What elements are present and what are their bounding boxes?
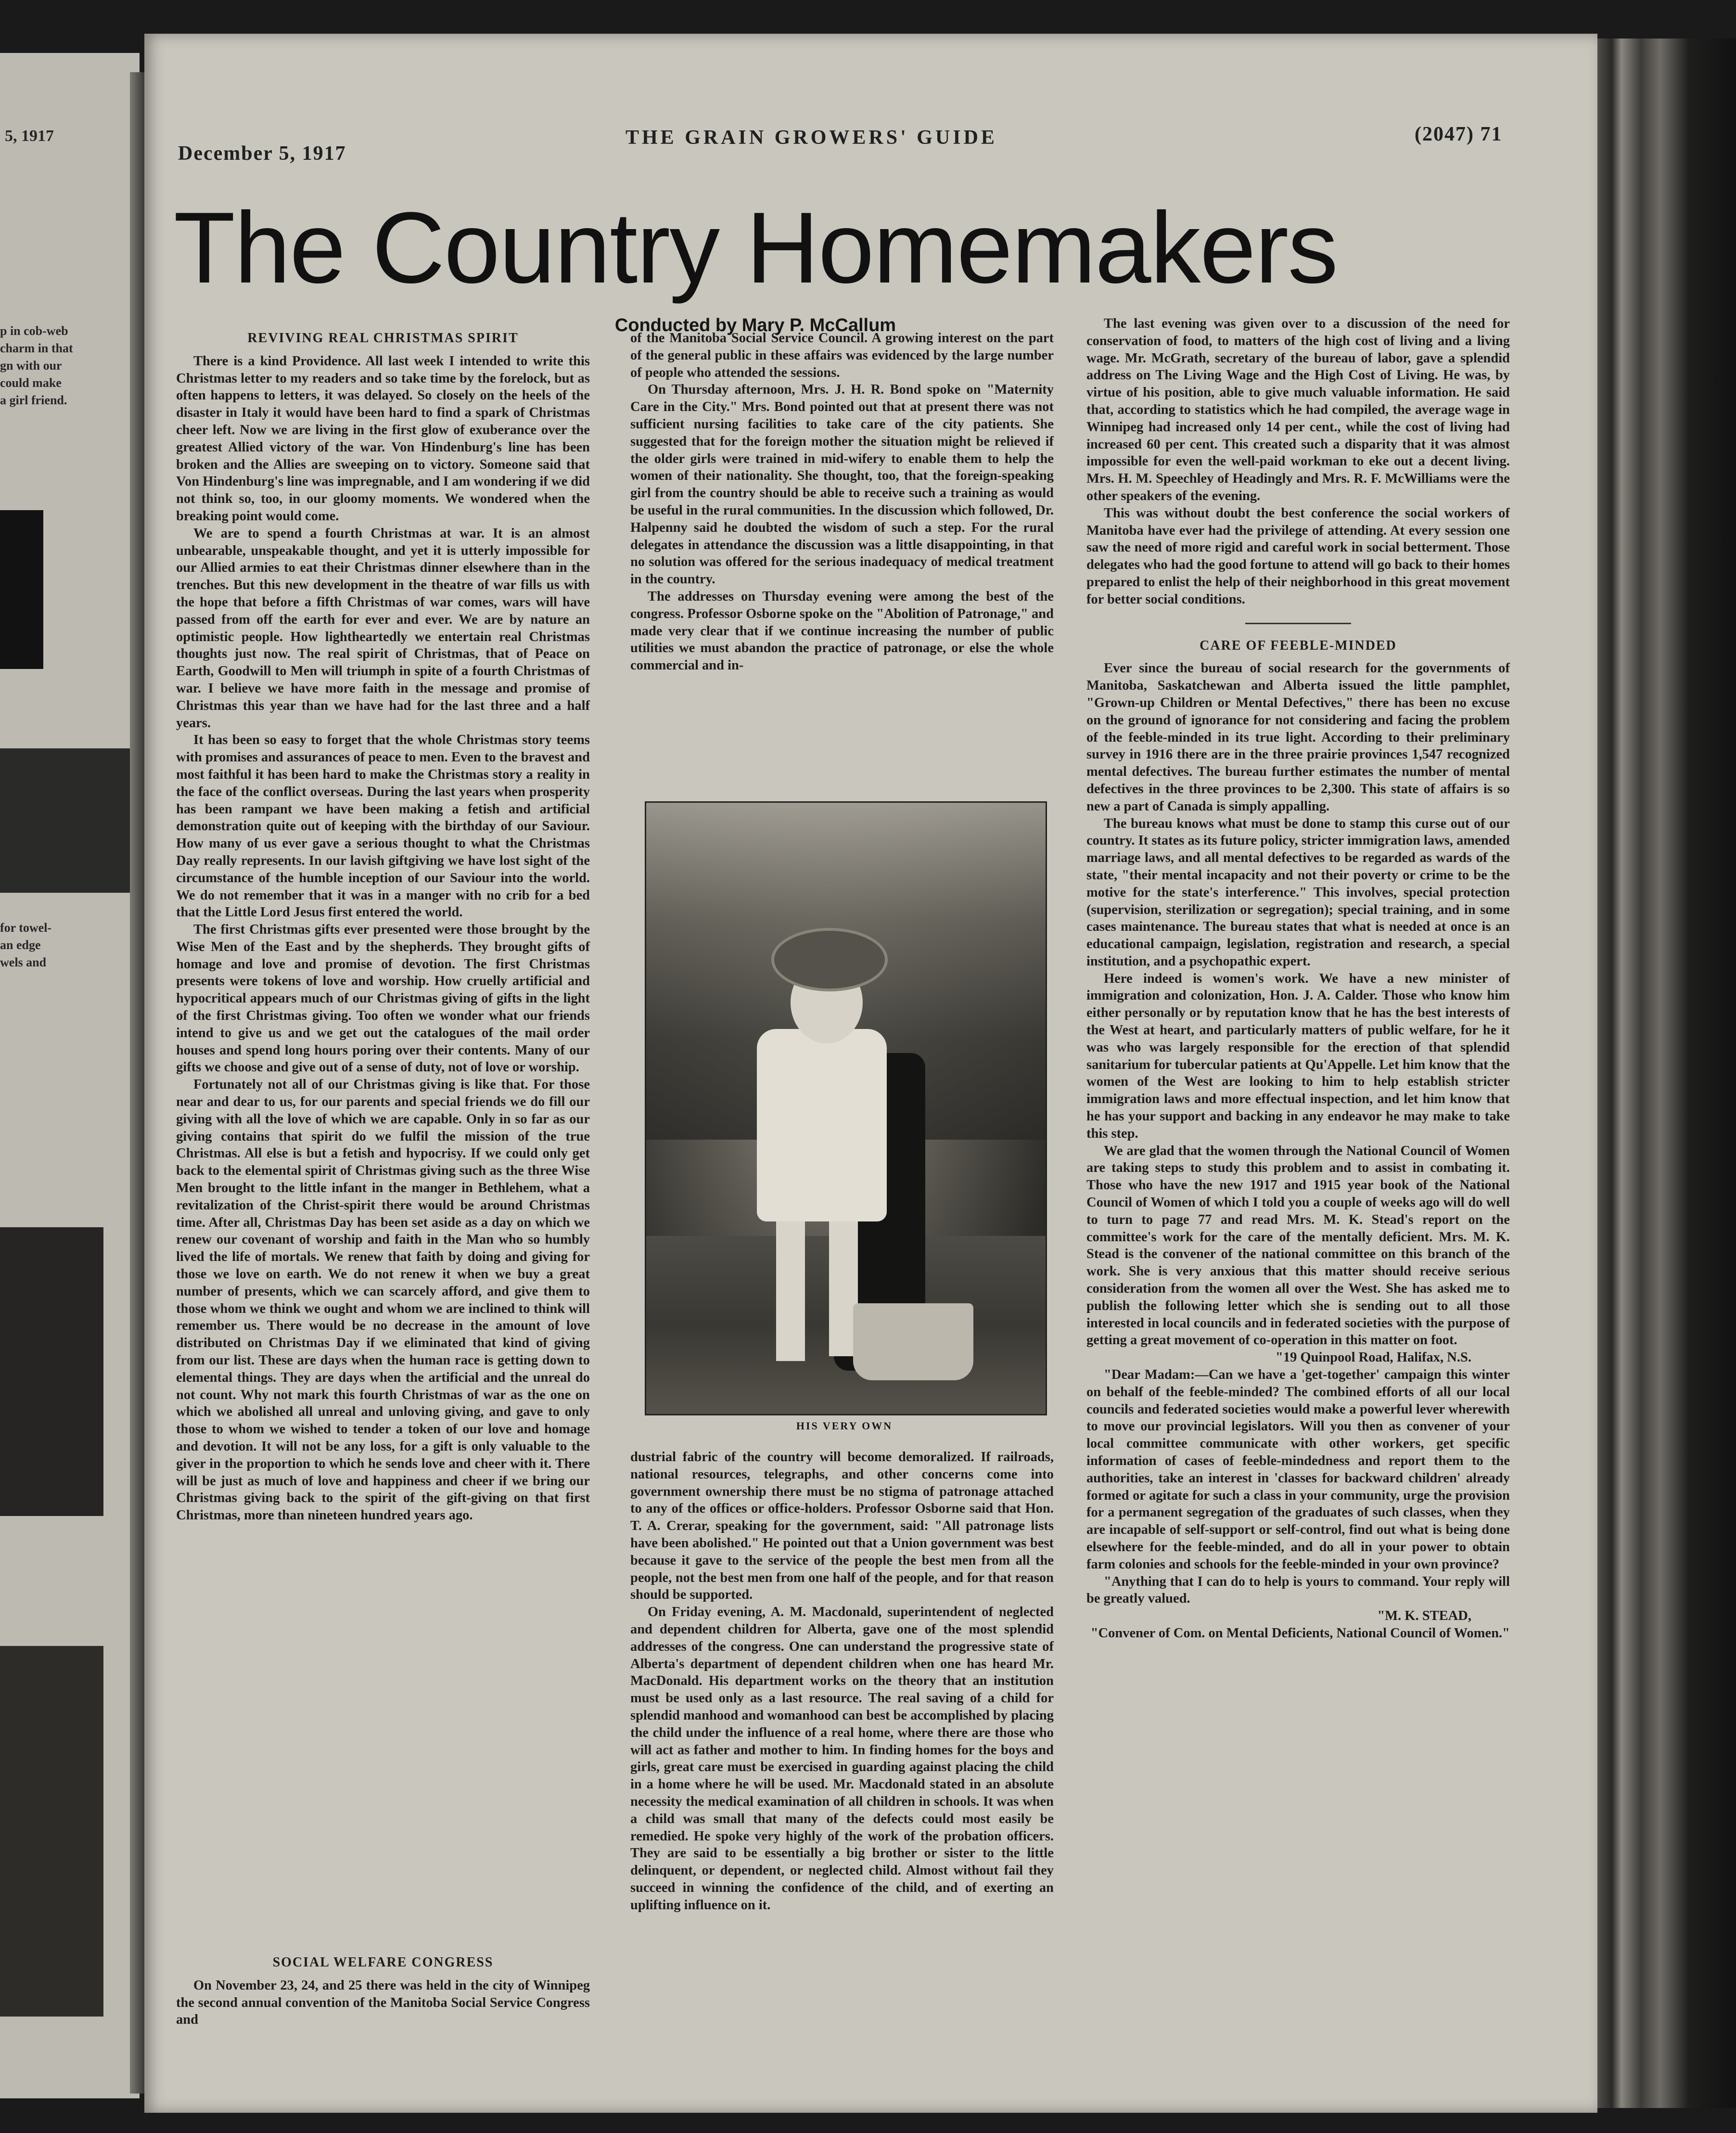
column-2-bottom — [630, 1449, 1054, 1914]
photo-pail — [853, 1303, 973, 1380]
photo-caption: HIS VERY OWN — [796, 1420, 893, 1432]
facing-page-line: a girl friend. — [0, 393, 67, 407]
column-2-top — [630, 330, 1054, 674]
paragraph: There is a kind Providence. All last week I intended to write this Christmas letter to my readers and so take time by the forelock, but as often happens to letters, it was delayed. So closely on the heels of the disaster in Italy it would have been hard to find a spark of Christmas cheer left. Now we are living in the first glow of exuberance over the greatest Allied victory of the war. Von Hindenburg's line has been broken and the Allies are sweeping on to victory. Someone said that Von Hindenburg's line was impregnable, and I am wondering if we did not think so, too, in our gloomy moments. We wondered when the breaking point would come. — [176, 353, 590, 524]
paragraph: It has been so easy to forget that the whole Christmas story teems with promises and assurances of peace to men. Even to the bravest and most faithful it has been hard to make the Christmas story a reality in the face of the conflict overseas. During the last years when prosperity has been rampant we have been making a fetish and artificial demonstration quite out of keeping with the birthday of our Saviour. How many of us ever gave a serious thought to what the Christmas Day really represents. In our lavish giftgiving we have lost sight of the circumstance of the humble inception of our Saviour into the world. We do not remember that it was in a manger with no crib for a bed that the Little Lord Jesus first entered the world. — [176, 732, 590, 920]
child-photo — [645, 801, 1047, 1415]
facing-page-line: charm in that — [0, 341, 73, 355]
byline: Conducted by Mary P. McCallum — [614, 315, 896, 335]
facing-page-line: could make — [0, 376, 62, 390]
letter-signature: "M. K. STEAD, — [1377, 1608, 1471, 1624]
facing-page-image — [0, 510, 43, 669]
paragraph: "Dear Madam:—Can we have a 'get-together' campaign this winter on behalf of the feeble-minded? The combined efforts of all our local councils and federated societies would make a powerful lever wherewith to move our provincial legislators. Will you then as convener of your local committee communicate with other workers, get specific information of cases of feeble-mindedness and report them to the authorities, take an interest in 'classes for backward children' already formed or agitate for such a class in your community, urge the provision for a permanent segregation of the graduates of such classes, when they are incapable of self-support or self-control, find out what is being done elsewhere for the feeble-minded, and do all in your power to obtain farm colonies and schools for the feeble-minded in your own province? — [1086, 1367, 1510, 1572]
facing-page-image — [0, 748, 140, 893]
article-heading: CARE OF FEEBLE-MINDED — [1200, 638, 1397, 653]
column-1-bottom — [176, 1954, 590, 2029]
column-3 — [1086, 315, 1510, 1642]
paragraph: The last evening was given over to a discussion of the need for conservation of food, to matters of the high cost of living and a living wage. Mr. McGrath, secretary of the bureau of labor, gave a splendid address on The Living Wage and the High Cost of Living. He was, by virtue of his position, able to give much valuable information. He said that, according to statistics which he had compiled, the average wage in Winnipeg had increased only 14 per cent., while the cost of living had increased 60 per cent. This created such a disparity that it was almost impossible for even the well-paid workman to eke out a decent living. Mrs. H. M. Speechley of Headingly and Mrs. R. F. McWilliams were the other speakers of the evening. — [1086, 316, 1510, 503]
facing-page-line: an edge — [0, 938, 41, 952]
facing-page-strip — [0, 53, 140, 2098]
page-edges — [1593, 39, 1736, 2108]
book-gutter — [130, 72, 144, 2094]
publication-name: THE GRAIN GROWERS' GUIDE — [625, 127, 997, 149]
paragraph: Here indeed is women's work. We have a new minister of immigration and colonization, Hon. J. A. Calder. Those who know him either personally or by reputation know that he has the best interests of the West at heart, and particularly matters of public welfare, for he it was who was largely responsible for the erection of that splendid sanitarium for tubercular patients at Qu'Appelle. Let him know that the women of the West are looking to him to help establish stricter immigration laws and more effectual inspection, and let him know that he has your support and backing in any endeavor he may make to take this step. — [1086, 971, 1510, 1141]
paragraph: Fortunately not all of our Christmas giving is like that. For those near and dear to us, for our parents and special friends we do fill our giving with all the love of which we are capable. Only in so far as our giving contains that spirit do we fulfil the mission of the true Christmas. All else is but a fetish and hypocrisy. If we could only get back to the elemental spirit of Christmas giving such as the three Wise Men brought to the little infant in the manger in Bethlehem, what a revitalization of the Christ-spirit there would be around Christmas time. After all, Christmas Day has been set aside as a day on which we renew our covenant of worship and faith in the Man who so humbly lived the life of mortals. We renew that faith by doing and giving for those we love on earth. We do not renew it when we buy a great number of presents, which we can scarcely afford, and give them to those whom we think we ought and whom we are inclined to think will remember us. There would be no decrease in the amount of love distributed on Christmas Day if we eliminated that kind of giving from our list. These are days when the human race is getting down to elemental things. They are days when the artificial and the unreal do not count. Why not mark this fourth Christmas of war as the one on which we abolished all unreal and unloving giving, and gave to only those to whom we wished to tender a token of our love and homage and devotion. It will not be any loss, for a gift is only valuable to the giver in the proportion to which he sends love and cheer with it. There will be just as much of love and happiness and cheer if we bring our Christmas giving back to the spirit of the gift-giving on that first Christmas, more than nineteen hundred years ago. — [176, 1077, 590, 1523]
section-divider — [1086, 608, 1510, 637]
paragraph: We are glad that the women through the National Council of Women are taking steps to study this problem and to assist in combating it. Those who have the new 1917 and 1915 year book of the National Council of Women of which I told you a couple of weeks ago will do well to turn to page 77 and read Mrs. M. K. Stead's report on the committee's work for the care of the mentally deficient. Mrs. M. K. Stead is the convener of the national committee on this branch of the work. She is very anxious that this matter should receive serious consideration from the women all over the West. She has asked me to publish the following letter which she is sending out to all those interested in local councils and in federated societies with the purpose of getting a great movement of co-operation in this matter on foot. — [1086, 1143, 1510, 1348]
paragraph: This was without doubt the best conference the social workers of Manitoba have ever had the privilege of attending. At every session one saw the need of more rigid and careful work in social betterment. Those delegates who had the good fortune to attend will go back to their homes prepared to enlist the help of their neighborhood in this great movement for better social conditions. — [1086, 505, 1510, 607]
section-title: The Country Homemakers — [173, 191, 1338, 304]
facing-page-line: wels and — [0, 955, 47, 969]
paragraph: On Friday evening, A. M. Macdonald, superintendent of neglected and dependent children for Alberta, gave one of the most splendid addresses of the congress. One can understand the progressive state of Alberta's department of dependent children when one has heard Mr. MacDonald. His department works on the theory that an institution must be used only as a last resource. The real saving of a child for splendid manhood and womanhood can best be accomplished by placing the child under the influence of a real home, where there are those who will act as father and mother to him. In finding homes for the boys and girls, great care must be exercised in guarding against placing the child in a home where he will be used. Mr. Macdonald stated in an absolute necessity the medical examination of all children in schools. It was when a child was small that many of the defects could most easily be remedied. He spoke very highly of the work of the probation officers. They are said to be essentially a big brother or sister to the little delinquent, or dependent, or neglected child. Almost without fail they succeed in winning the confidence of the child, and of exerting an uplifting influence on it. — [630, 1605, 1054, 1913]
newspaper-page — [144, 34, 1597, 2113]
facing-page-image — [0, 1646, 103, 2017]
photo-child-hat — [771, 928, 888, 991]
issue-date: December 5, 1917 — [178, 142, 346, 165]
paragraph: The addresses on Thursday evening were among the best of the congress. Professor Osborne spoke on the "Abolition of Patronage," and made very clear that if we continue increasing the number of public utilities we must abandon the practice of patronage, or else the whole commercial and in- — [630, 589, 1054, 673]
page-number: (2047) 71 — [1415, 123, 1503, 145]
paragraph: The first Christmas gifts ever presented were those brought by the Wise Men of the East and by the shepherds. They brought gifts of homage and love and promise of devotion. The first Christmas presents were tokens of love and worship. How cruelly artificial and hypocritical appears much of our Christmas giving of gifts in the light of the first Christmas giving. Too often we wonder what our friends intend to give us and we get out the catalogues of the mail order houses and spend long hours poring over their contents. Many of our gifts we choose and give out of a sense of duty, not of love or worship. — [176, 922, 590, 1075]
article-heading: REVIVING REAL CHRISTMAS SPIRIT — [247, 331, 519, 346]
article-heading: SOCIAL WELFARE CONGRESS — [272, 1955, 494, 1970]
paragraph: of the Manitoba Social Service Council. A growing interest on the part of the general public in these affairs was evidenced by the large number of people who attended the sessions. — [630, 331, 1054, 380]
letter-address: "19 Quinpool Road, Halifax, N.S. — [1276, 1350, 1471, 1365]
paragraph: Ever since the bureau of social research for the governments of Manitoba, Saskatchewan and Alberta issued the little pamphlet, "Grown-up Children or Mental Defectives," there has been no excuse on the ground of ignorance for not considering and facing the problem of the feeble-minded in its true light. According to their preliminary survey in 1916 there are in the three prairie provinces 1,547 recognized mental defectives. The bureau further estimates the number of mental defectives in the three provinces to be 2,300. This state of affairs is so new a part of Canada is simply appalling. — [1086, 661, 1510, 814]
column-1 — [176, 330, 590, 1524]
letter-signature-title: "Convener of Com. on Mental Deficients, National Council of Women." — [1090, 1625, 1510, 1641]
photo-child-leg — [776, 1217, 805, 1361]
facing-page-image — [0, 1227, 103, 1516]
facing-page-line: for towel- — [0, 921, 52, 935]
photo-child-body — [757, 1029, 887, 1221]
paragraph: "Anything that I can do to help is yours to command. Your reply will be greatly valued. — [1086, 1574, 1510, 1606]
paragraph: On Thursday afternoon, Mrs. J. H. R. Bond spoke on "Maternity Care in the City." Mrs. Bond pointed out that at present there was not sufficient nursing facilities to take care of the city patients. She suggested that for the foreign mother the situation might be relieved if the older girls were trained in mid-wifery to enable them to help the women of their nationality. She thought, too, that the foreign-speaking girl from the country should be able to receive such a training as would be useful in the rural communities. In the discussion which followed, Dr. Halpenny said he doubted the wisdom of such a step. For the rural delegates in attendance the discussion was a little disappointing, in that no solution was offered for the serious inadequacy of medical treatment in the country. — [630, 382, 1054, 587]
facing-page-date: 5, 1917 — [5, 127, 54, 145]
paragraph: We are to spend a fourth Christmas at war. It is an almost unbearable, unspeakable thought, and yet it is utterly impossible for our Allied armies to eat their Christmas dinner elsewhere than in the trenches. But this new development in the theatre of war fills us with the hope that before a fifth Christmas of war comes, wars will have passed from off the earth for ever and ever. We are by nature an optimistic people. How lightheartedly we entertain real Christmas thoughts just now. The real spirit of Christmas, that of Peace on Earth, Goodwill to Men will triumph in spite of a fourth Christmas of war. I believe we have more faith in the message and promise of Christmas this year than we have had for the last three and a half years. — [176, 526, 590, 731]
paragraph: dustrial fabric of the country will become demoralized. If railroads, national resources, telegraphs, and other concerns come into government ownership there must be no stigma of patronage attached to any of the offices or office-holders. Professor Osborne said that Hon. T. A. Crerar, speaking for the government, said: "All patronage lists have been abolished." He pointed out that a Union government was best because it gave to the service of the people the best men from all the people, not the best men from one half of the people, and for that reason should be supported. — [630, 1450, 1054, 1603]
facing-page-line: gn with our — [0, 359, 62, 373]
divider-rule — [1245, 623, 1351, 624]
paragraph: On November 23, 24, and 25 there was held in the city of Winnipeg the second annual convention of the Manitoba Social Service Congress and — [176, 1978, 590, 2028]
facing-page-line: p in cob-web — [0, 324, 68, 338]
paragraph: The bureau knows what must be done to stamp this curse out of our country. It states as its future policy, stricter immigration laws, amended marriage laws, and all mental defectives to be regarded as wards of the state, "their mental incapacity and not their poverty or crime to be the motive for the state's interference." This involves, special protection (supervision, sterilization or segregation); special training, and in some cases maintenance. The bureau states that what is needed at once is an educational campaign, legislation, registration and research, a special institution, and a psychopathic expert. — [1086, 816, 1510, 969]
